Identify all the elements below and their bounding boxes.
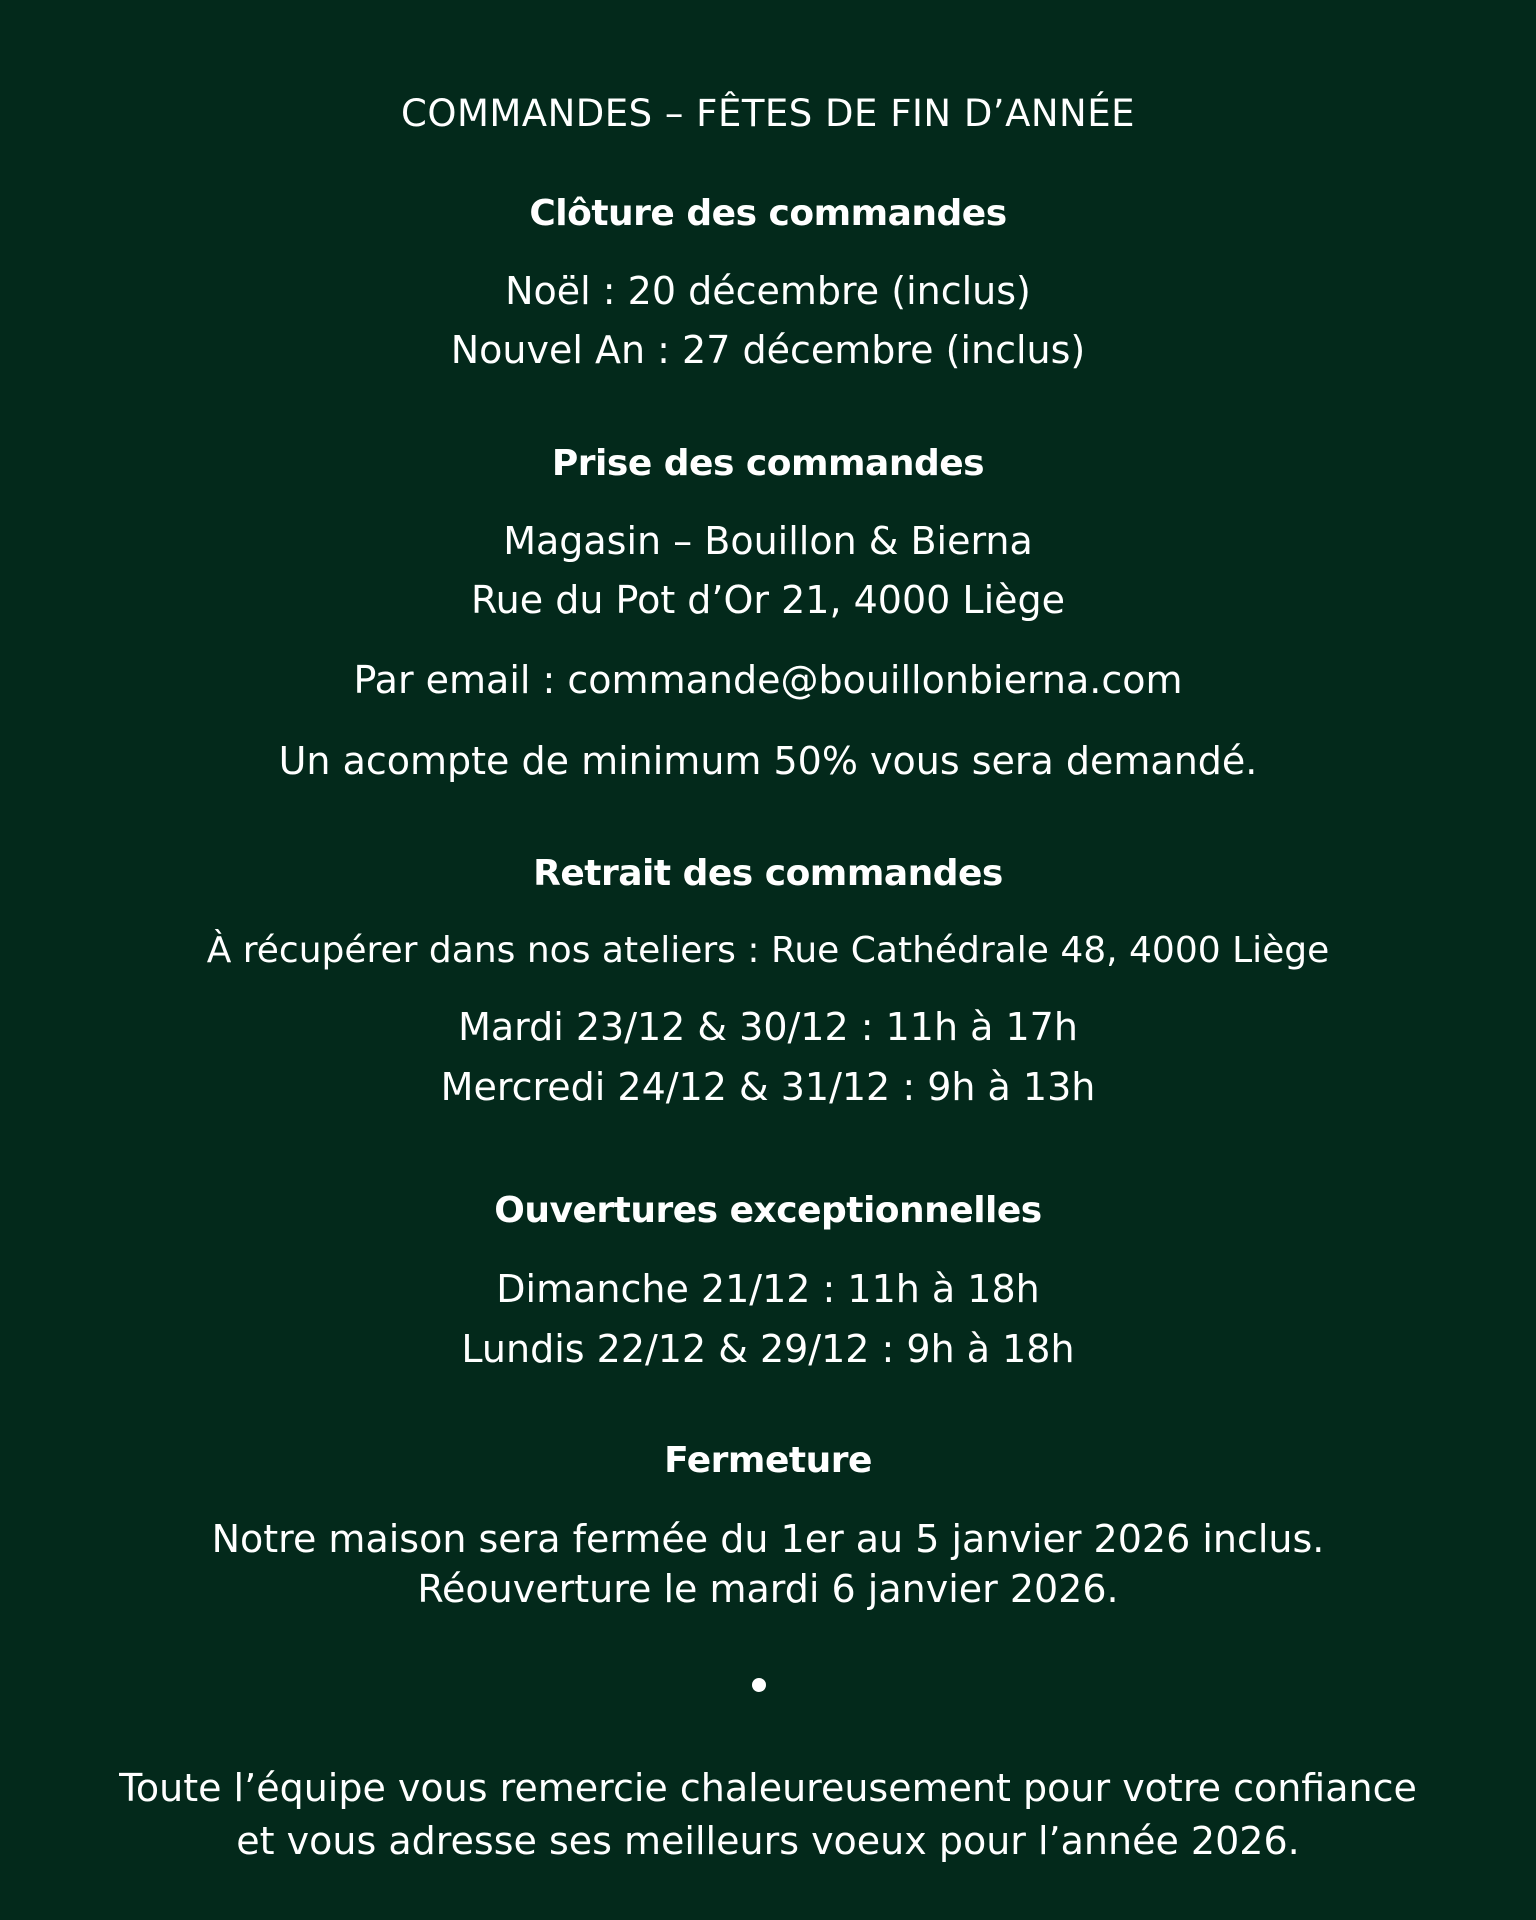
- cloture-noel-line: Noël : 20 décembre (inclus): [505, 269, 1031, 313]
- section-heading-prise: Prise des commandes: [551, 443, 985, 484]
- store-name-line: Magasin – Bouillon & Bierna: [503, 519, 1033, 563]
- pickup-hours-tuesday: Mardi 23/12 & 30/12 : 11h à 17h: [458, 1005, 1078, 1049]
- pickup-location-line: À récupérer dans nos ateliers : Rue Cathédrale 48, 4000 Liège: [206, 930, 1330, 971]
- deposit-line: Un acompte de minimum 50% vous sera demandé.: [278, 739, 1258, 783]
- section-heading-retrait: Retrait des commandes: [533, 853, 1003, 894]
- closing-message-line-2: et vous adresse ses meilleurs voeux pour l’année 2026.: [236, 1819, 1300, 1863]
- store-address-line: Rue du Pot d’Or 21, 4000 Liège: [470, 578, 1066, 622]
- closing-message-line-1: Toute l’équipe vous remercie chaleureusement pour votre confiance: [119, 1766, 1417, 1810]
- cloture-nouvel-an-line: Nouvel An : 27 décembre (inclus): [450, 328, 1086, 372]
- opening-sunday-line: Dimanche 21/12 : 11h à 18h: [496, 1267, 1040, 1311]
- page-title: COMMANDES – FÊTES DE FIN D’ANNÉE: [401, 92, 1135, 135]
- reopening-line: Réouverture le mardi 6 janvier 2026.: [417, 1567, 1119, 1611]
- section-heading-ouvertures: Ouvertures exceptionnelles: [494, 1190, 1042, 1231]
- opening-mondays-line: Lundis 22/12 & 29/12 : 9h à 18h: [461, 1327, 1075, 1371]
- section-heading-cloture: Clôture des commandes: [529, 193, 1007, 234]
- section-heading-fermeture: Fermeture: [664, 1440, 872, 1481]
- email-line: Par email : commande@bouillonbierna.com: [353, 658, 1183, 702]
- closure-dates-line: Notre maison sera fermée du 1er au 5 janvier 2026 inclus.: [211, 1517, 1325, 1561]
- separator-dot-icon: [752, 1678, 766, 1692]
- pickup-hours-wednesday: Mercredi 24/12 & 31/12 : 9h à 13h: [440, 1065, 1096, 1109]
